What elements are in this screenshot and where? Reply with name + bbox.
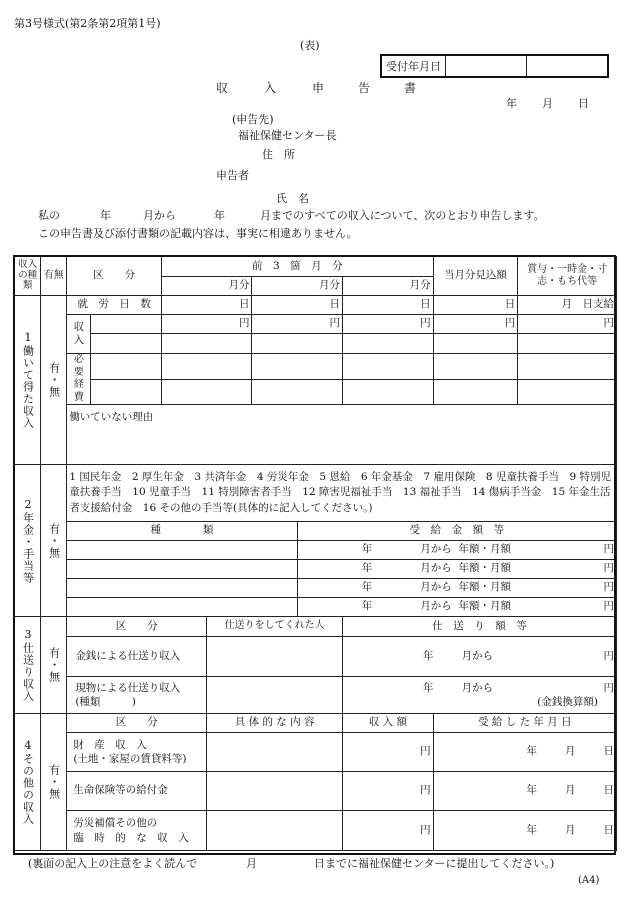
yen-unit[interactable]: 円 bbox=[343, 315, 434, 334]
col-yesno: 有無 bbox=[41, 257, 67, 296]
goods-amount-field[interactable]: 年 月から 円 (金銭換算額) bbox=[343, 677, 617, 714]
header-row-1 bbox=[15, 257, 617, 277]
col-current-month: 当月分見込額 bbox=[433, 257, 518, 296]
yen-unit[interactable]: 円 bbox=[518, 315, 617, 334]
income-table bbox=[14, 256, 617, 851]
receipt-date-box bbox=[380, 54, 609, 78]
addressee: 福祉保健センター長 bbox=[238, 129, 337, 142]
sec2-label: 2年金・手当等 bbox=[15, 465, 41, 617]
cash-sender-field[interactable] bbox=[207, 637, 343, 677]
pension-amount-field[interactable]: 年 月から 年額・月額 円 bbox=[297, 560, 616, 579]
sec1-expense-row-1 bbox=[15, 354, 617, 380]
sec3-yesno: 有・無 bbox=[41, 617, 67, 714]
pension-type-field[interactable] bbox=[67, 560, 297, 579]
pension-type-field[interactable] bbox=[67, 541, 297, 560]
sec1-days-row bbox=[15, 296, 617, 315]
month-unit: 月分 bbox=[252, 277, 343, 296]
sec3-header-row: 3仕送り収入 有・無 区 分 仕送りをしてくれた人 仕 送 り 額 等 bbox=[15, 617, 617, 637]
sec4-property-row: 財 産 収 入 (土地・家屋の賃貸料等) 円 年 月 日 bbox=[15, 733, 617, 772]
bonus-paid-date[interactable]: 月 日支給 bbox=[518, 296, 617, 315]
expense-label: 必要経費 bbox=[67, 354, 91, 405]
sec2-entry-row bbox=[15, 541, 617, 560]
sec2-entry-row bbox=[15, 560, 617, 579]
address-label: 住 所 bbox=[262, 148, 295, 161]
income-label: 収入 bbox=[67, 315, 91, 354]
yen-unit[interactable]: 円 bbox=[252, 315, 343, 334]
receipt-stamp-field[interactable] bbox=[527, 55, 609, 77]
sec1-income-row-1 bbox=[15, 315, 617, 334]
form-number: 第3号様式(第2条第2項第1号) bbox=[14, 17, 161, 30]
day-unit[interactable]: 日 bbox=[161, 296, 252, 315]
sec3-label: 3仕送り収入 bbox=[15, 617, 41, 714]
pension-type-field[interactable] bbox=[67, 598, 297, 617]
receipt-label: 受付年月日 bbox=[381, 55, 446, 77]
declarant-label: 申告者 bbox=[216, 169, 249, 182]
pension-type-list: 1 国民年金 2 厚生年金 3 共済年金 4 労災年金 5 恩給 6 年金基金 7 雇用保険 8 児童扶養手当 9 特別児童扶養手当 10 児童手当 11 特別障害者手当 12 障害児福祉手当 13 福祉手当 14 傷病手当金 15 年金生活者支援給付金 16 その他の手当等(具体的に記入してください。) bbox=[67, 465, 617, 522]
month-unit: 月分 bbox=[343, 277, 434, 296]
sec4-insurance-row: 生命保険等の給付金 円 年 月 日 bbox=[15, 772, 617, 811]
side-label: (表) bbox=[300, 39, 320, 52]
cash-amount-field[interactable]: 年 月から 円 bbox=[343, 637, 617, 677]
col-kubun: 区 分 bbox=[67, 257, 162, 296]
pension-amount-field[interactable]: 年 月から 年額・月額 円 bbox=[297, 579, 616, 598]
pension-amount-field[interactable]: 年 月から 年額・月額 円 bbox=[297, 598, 616, 617]
col-bonus: 賞与・一時金・寸志・もち代等 bbox=[518, 257, 617, 296]
yen-unit[interactable]: 円 bbox=[433, 315, 518, 334]
sec2-entry-row bbox=[15, 579, 617, 598]
col-prev-3-months: 前 3 箇 月 分 bbox=[161, 257, 433, 277]
day-unit[interactable]: 日 bbox=[343, 296, 434, 315]
col-pension-type: 種 類 bbox=[67, 522, 297, 541]
sec1-reason-row bbox=[15, 405, 617, 465]
receipt-date-field[interactable] bbox=[446, 55, 527, 77]
name-label: 氏 名 bbox=[276, 192, 309, 205]
pension-type-field[interactable] bbox=[67, 579, 297, 598]
sec1-yesno: 有・無 bbox=[41, 296, 67, 465]
day-unit[interactable]: 日 bbox=[252, 296, 343, 315]
sec2-header-row bbox=[15, 522, 617, 541]
sec4-header-row: 4その他の収入 有・無 区 分 具 体 的 な 内 容 収 入 額 受 給 し た 年 月 日 bbox=[15, 714, 617, 733]
sec3-cash-row: 金銭による仕送り収入 年 月から 円 bbox=[15, 637, 617, 677]
sec2-entry-row bbox=[15, 598, 617, 617]
day-unit[interactable]: 日 bbox=[433, 296, 518, 315]
sec4-label: 4その他の収入 bbox=[15, 714, 41, 851]
sec2-list-row bbox=[15, 465, 617, 522]
sec1-expense-row-2 bbox=[15, 379, 617, 405]
paper-size: (A4) bbox=[578, 875, 600, 886]
addressee-label: (申告先) bbox=[232, 113, 274, 126]
month-unit: 月分 bbox=[161, 277, 252, 296]
goods-sender-field[interactable] bbox=[207, 677, 343, 714]
sec1-label: 1働いて得た収入 bbox=[15, 296, 41, 465]
yen-unit[interactable]: 円 bbox=[161, 315, 252, 334]
days-label: 就 労 日 数 bbox=[67, 296, 162, 315]
sec3-goods-row: 現物による仕送り収入 (種類 ) 年 月から 円 (金銭換算額) bbox=[15, 677, 617, 714]
col-received-amount: 受 給 金 額 等 bbox=[297, 522, 616, 541]
sec2-yesno: 有・無 bbox=[41, 465, 67, 617]
pension-amount-field[interactable]: 年 月から 年額・月額 円 bbox=[297, 541, 616, 560]
sec4-yesno: 有・無 bbox=[41, 714, 67, 851]
col-income-type: 収入の種類 bbox=[15, 257, 41, 296]
not-working-reason[interactable]: 働いていない理由 bbox=[67, 405, 617, 465]
sec1-income-row-2 bbox=[15, 334, 617, 354]
sec4-temporary-row: 労災補償その他の 臨 時 的 な 収 入 円 年 月 日 bbox=[15, 811, 617, 851]
